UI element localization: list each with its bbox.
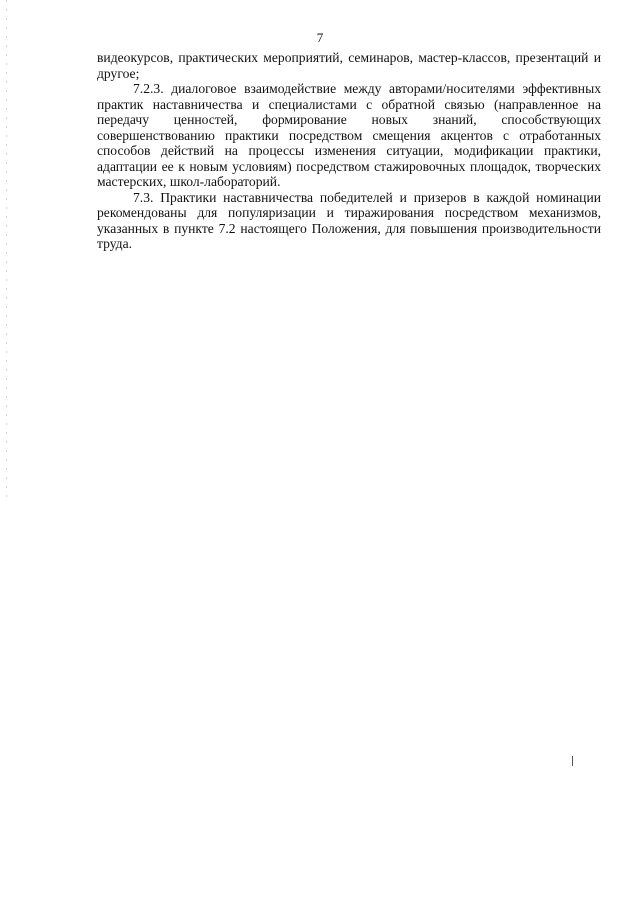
document-body	[97, 50, 601, 252]
paragraph-7-3: 7.3. Практики наставничества победителей и призеров в каждой номинации рекомендованы для популяризации и тиражирования посредством механизмов, указанных в пункте 7.2 настоящего Положения, для повышения производительности труда.	[97, 189, 601, 251]
page-number: 7	[316, 30, 324, 45]
paragraph-video-courses: видеокурсов, практических мероприятий, семинаров, мастер-классов, презентаций и другое;	[97, 50, 601, 81]
scan-edge-artifact	[6, 0, 7, 500]
paragraph-7-2-3: 7.2.3. диалоговое взаимодействие между авторами/носителями эффективных практик наставничества и специалистами с обратной связью (направленное на передачу ценностей, формирование новых знаний, способствующих совершенствованию практики посредством смещения акцентов с отработанных способов действий на процессы изменения ситуации, модификации практики, адаптации ее к новым условиям) посредством стажировочных площадок, творческих мастерских, школ-лабораторий.	[97, 81, 601, 189]
scan-mark-artifact	[572, 756, 573, 766]
